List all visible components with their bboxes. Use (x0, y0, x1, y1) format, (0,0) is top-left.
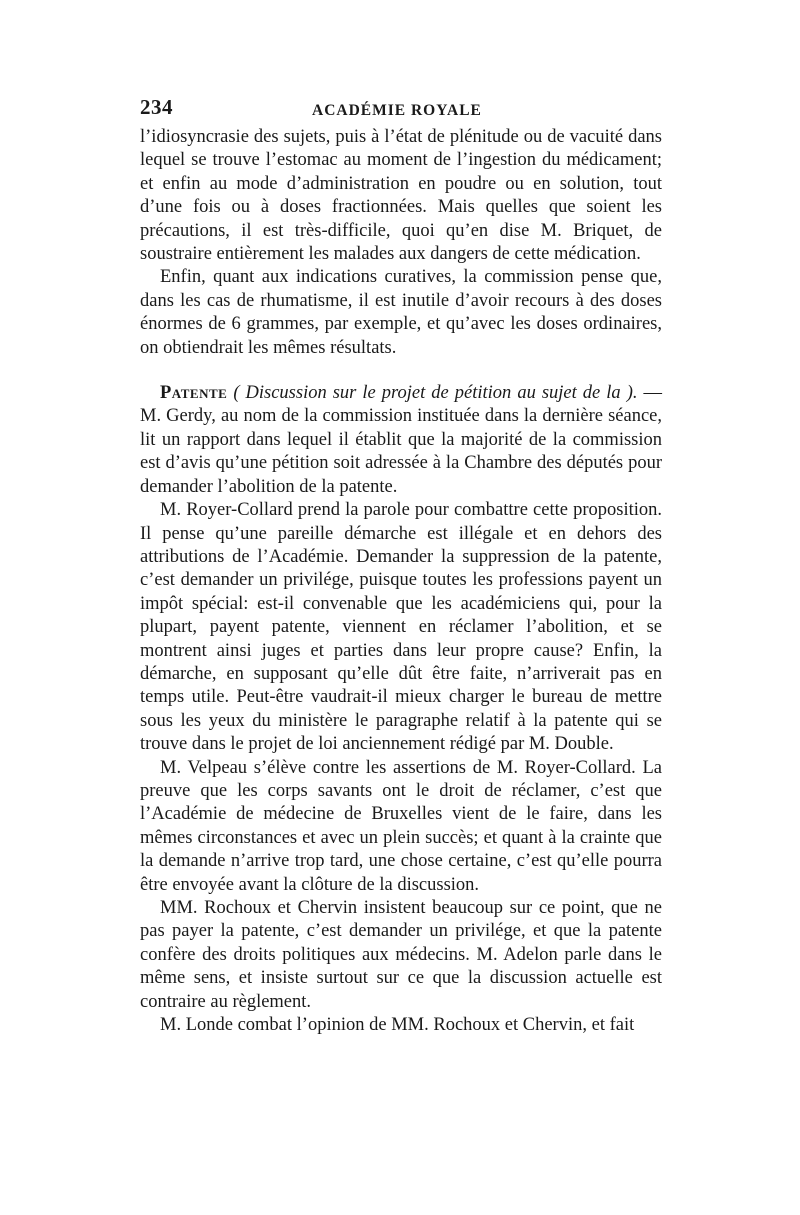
running-head (140, 96, 662, 124)
page-number: 234 (140, 95, 173, 119)
running-title: ACADÉMIE ROYALE (312, 102, 482, 119)
paragraph-rochoux-chervin: MM. Rochoux et Chervin insistent beaucoup sur ce point, que ne pas payer la patente, c’est demander un privilége, et que la patente confère des droits politiques aux médecins. M. Adelon parle dans le même sens, et insiste surtout sur ce que la discussion actuelle est contraire au règlement. (140, 898, 662, 1012)
section-subtitle: ( Discussion sur le projet de pétition au sujet de la ). (233, 383, 638, 404)
section-dash: — (637, 383, 663, 404)
book-page (140, 96, 662, 1037)
section-lead: M. Gerdy, au nom de la commission instituée dans la dernière séance, lit un rapport dans lequel il établit que la majorité de la commission est d’avis qu’une pétition soit adressée à la Chambre des députés pour demander l’abolition de la patente. (140, 406, 662, 497)
paragraph-velpeau: M. Velpeau s’élève contre les assertions de M. Royer-Collard. La preuve que les corps savants ont le droit de réclamer, c’est que l’Académie de médecine de Bruxelles vient de le faire, dans les mêmes circonstances et avec un plein succès; et quant à la crainte que la demande n’arrive trop tard, une chose certaine, c’est qu’elle pourra être envoyée avant la clôture de la discussion. (140, 757, 662, 895)
paragraph-royer-collard: M. Royer-Collard prend la parole pour combattre cette proposition. Il pense qu’une pareille démarche est illégale et en dehors des attributions de l’Académie. Demander la suppression de la patente, c’est demander un privilége, puisque toutes les professions payent un impôt spécial: est-il convenable que les académiciens qui, pour la plupart, payent patente, viennent en réclamer l’abolition, et se montrent ainsi juges et parties dans leur propre cause? Enfin, la démarche, en supposant qu’elle dût être faite, n’arriverait pas en temps utile. Peut-être vaudrait-il mieux charger le bureau de mettre sous les yeux du ministère le paragraphe relatif à la patente qui se trouve dans le projet de loi anciennement rédigé par M. Double. (140, 500, 662, 755)
paragraph-continuation: l’idiosyncrasie des sujets, puis à l’état de plénitude ou de vacuité dans lequel se trouve l’estomac au moment de l’ingestion du médicament; et enfin au mode d’administration en poudre ou en solution, tout d’une fois ou à doses fractionnées. Mais quelles que soient les précautions, il est très-difficile, quoi qu’en dise M. Briquet, de soustraire entièrement les malades aux dangers de cette médication. (140, 127, 662, 265)
paragraph-conclusion: Enfin, quant aux indications curatives, la commission pense que, dans les cas de rhumatisme, il est inutile d’avoir recours à des doses énormes de 6 grammes, par exemple, et qu’avec les doses ordinaires, on obtiendrait les mêmes résultats. (140, 267, 662, 358)
section-opening-paragraph (140, 382, 662, 499)
section-gap (140, 360, 662, 382)
section-heading: Patente (160, 383, 228, 404)
paragraph-londe: M. Londe combat l’opinion de MM. Rochoux et Chervin, et fait (160, 1015, 635, 1036)
